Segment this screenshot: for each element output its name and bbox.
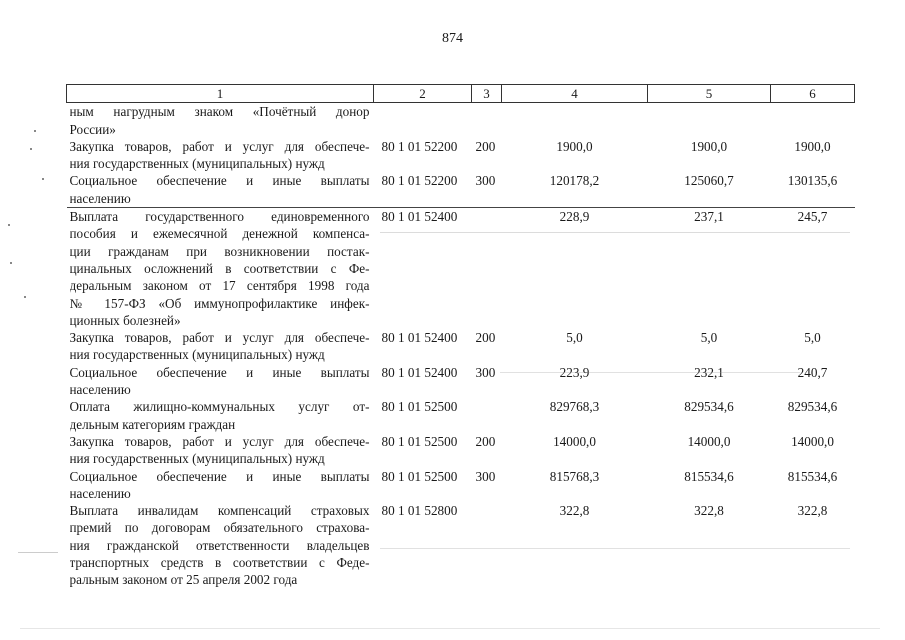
- row-type: [472, 398, 502, 433]
- description-line: ния государственных (муниципальных) нужд: [69, 451, 325, 467]
- scan-artifact: [34, 130, 36, 132]
- description-line: ния государственных (муниципальных) нужд: [69, 347, 325, 363]
- row-value-col5: 322,8: [694, 503, 724, 519]
- row-type: [472, 208, 502, 330]
- row-value-col6: 130135,6: [771, 172, 855, 207]
- budget-table: [66, 84, 855, 589]
- row-description: [67, 138, 374, 173]
- description-line: № 157-ФЗ «Об иммунопрофилактике инфек-: [69, 295, 370, 311]
- row-description: [67, 103, 374, 138]
- scan-artifact: [380, 548, 850, 549]
- row-code: [374, 103, 472, 138]
- row-type: 300: [472, 172, 502, 207]
- row-value-col5: [648, 103, 771, 138]
- table-row: [67, 208, 855, 330]
- row-value-col4: 120178,2: [502, 172, 648, 207]
- description-line: деральным законом от 17 сентября 1998 года: [69, 278, 370, 294]
- page-number: 874: [442, 31, 463, 46]
- description-line: ции гражданам при возникновении постак-: [69, 243, 370, 259]
- row-description: [67, 329, 374, 364]
- description-line: населению: [69, 485, 131, 501]
- description-line: Социальное обеспечение и иные выплаты: [69, 173, 370, 189]
- description-line: Выплата государственного единовременного: [69, 209, 370, 225]
- row-description: [67, 208, 374, 330]
- row-value-col5: 125060,7: [648, 172, 771, 207]
- scan-artifact: [8, 224, 10, 226]
- row-code: 80 1 01 52500: [381, 433, 458, 449]
- row-value-col4: 223,9: [559, 364, 590, 380]
- description-line: Закупка товаров, работ и услуг для обеспече-: [69, 330, 370, 346]
- row-value-col6: 5,0: [804, 330, 821, 346]
- row-value-col6: 240,7: [797, 364, 828, 380]
- row-description: [67, 433, 374, 468]
- table-row: [67, 433, 855, 468]
- table-row: [67, 172, 855, 207]
- description-line: дельным категориям граждан: [69, 416, 236, 432]
- description-line: ральным законом от 25 апреля 2002 года: [69, 572, 298, 588]
- description-line: ным нагрудным знаком «Почётный донор: [69, 104, 370, 120]
- scan-artifact: [500, 372, 800, 373]
- description-line: пособия и ежемесячной денежной компенса-: [69, 226, 370, 242]
- row-type: 300: [475, 364, 496, 380]
- scan-artifact: [10, 262, 12, 264]
- scan-artifact: [20, 628, 880, 629]
- row-value-col4: 829768,3: [549, 399, 600, 415]
- row-value-col6: 322,8: [797, 503, 828, 519]
- description-line: Оплата жилищно-коммунальных услуг от-: [69, 399, 370, 415]
- description-line: Выплата инвалидам компенсаций страховых: [69, 503, 370, 519]
- row-value-col6: 815534,6: [787, 468, 838, 484]
- row-code: 80 1 01 52500: [381, 399, 458, 415]
- description-line: премий по договорам обязательного страхова-: [69, 520, 370, 536]
- description-line: населению: [69, 382, 131, 398]
- row-type: [472, 103, 502, 138]
- scan-artifact: [380, 232, 850, 233]
- row-code: 80 1 01 52500: [381, 468, 458, 484]
- row-code: 80 1 01 52800: [381, 503, 458, 519]
- description-line: Закупка товаров, работ и услуг для обеспече-: [69, 138, 370, 154]
- description-line: ционных болезней»: [69, 312, 181, 328]
- scan-artifact: [30, 148, 32, 150]
- column-header: 3: [472, 85, 502, 103]
- scan-artifact: [24, 296, 26, 298]
- row-value-col5: 232,1: [694, 364, 724, 380]
- row-value-col5: 1900,0: [690, 138, 728, 154]
- row-value-col6: 245,7: [797, 209, 828, 225]
- row-type: [472, 502, 502, 588]
- table-row: [67, 138, 855, 173]
- row-value-col4: 5,0: [566, 330, 583, 346]
- row-description: [67, 398, 374, 433]
- description-line: цинальных осложнений в соответствии с Фе-: [69, 260, 370, 276]
- scan-artifact: [18, 552, 58, 553]
- row-value-col5: 829534,6: [684, 399, 734, 415]
- column-header: 4: [502, 85, 648, 103]
- table-row: [67, 468, 855, 503]
- row-value-col5: 815534,6: [684, 468, 734, 484]
- row-value-col5: 14000,0: [687, 433, 731, 449]
- column-header: 5: [648, 85, 771, 103]
- row-type: 200: [475, 138, 496, 154]
- row-value-col6: 14000,0: [791, 433, 834, 449]
- description-line: транспортных средств в соответствии с Феде-: [69, 555, 370, 571]
- row-value-col4: [502, 103, 648, 138]
- row-code: 80 1 01 52400: [381, 209, 458, 225]
- row-value-col6: 829534,6: [787, 399, 838, 415]
- table-body: [67, 103, 855, 589]
- description-line: населению: [69, 190, 131, 206]
- table-row: [67, 329, 855, 364]
- table-row: [67, 103, 855, 138]
- row-description: [67, 502, 374, 588]
- row-description: [67, 468, 374, 503]
- table-row: [67, 364, 855, 399]
- header-row: [67, 85, 855, 103]
- column-header: 1: [67, 85, 374, 103]
- description-line: Социальное обеспечение и иные выплаты: [69, 468, 370, 484]
- row-code: 80 1 01 52400: [381, 364, 458, 380]
- row-value-col4: 14000,0: [553, 433, 596, 449]
- table-row: [67, 502, 855, 588]
- row-code: 80 1 01 52400: [381, 330, 458, 346]
- row-value-col5: 5,0: [700, 330, 718, 346]
- row-description: [67, 172, 374, 207]
- row-type: 200: [475, 330, 496, 346]
- row-value-col6: [771, 103, 855, 138]
- description-line: Закупка товаров, работ и услуг для обеспече-: [69, 433, 370, 449]
- column-header: 2: [374, 85, 472, 103]
- table-row: [67, 398, 855, 433]
- description-line: ния гражданской ответственности владельцев: [69, 537, 370, 553]
- row-value-col4: 322,8: [559, 503, 590, 519]
- scan-artifact: [42, 178, 44, 180]
- description-line: ния государственных (муниципальных) нужд: [69, 156, 325, 172]
- row-value-col4: 1900,0: [556, 138, 593, 154]
- row-value-col4: 815768,3: [549, 468, 600, 484]
- row-code: 80 1 01 52200: [381, 138, 458, 154]
- row-code: 80 1 01 52200: [374, 172, 472, 207]
- row-value-col6: 1900,0: [794, 138, 831, 154]
- description-line: Социальное обеспечение и иные выплаты: [69, 364, 370, 380]
- row-value-col4: 228,9: [559, 209, 590, 225]
- description-line: России»: [69, 121, 116, 137]
- row-value-col5: 237,1: [694, 209, 724, 225]
- row-type: 300: [475, 468, 496, 484]
- row-description: [67, 364, 374, 399]
- row-type: 200: [475, 433, 496, 449]
- column-header: 6: [771, 85, 855, 103]
